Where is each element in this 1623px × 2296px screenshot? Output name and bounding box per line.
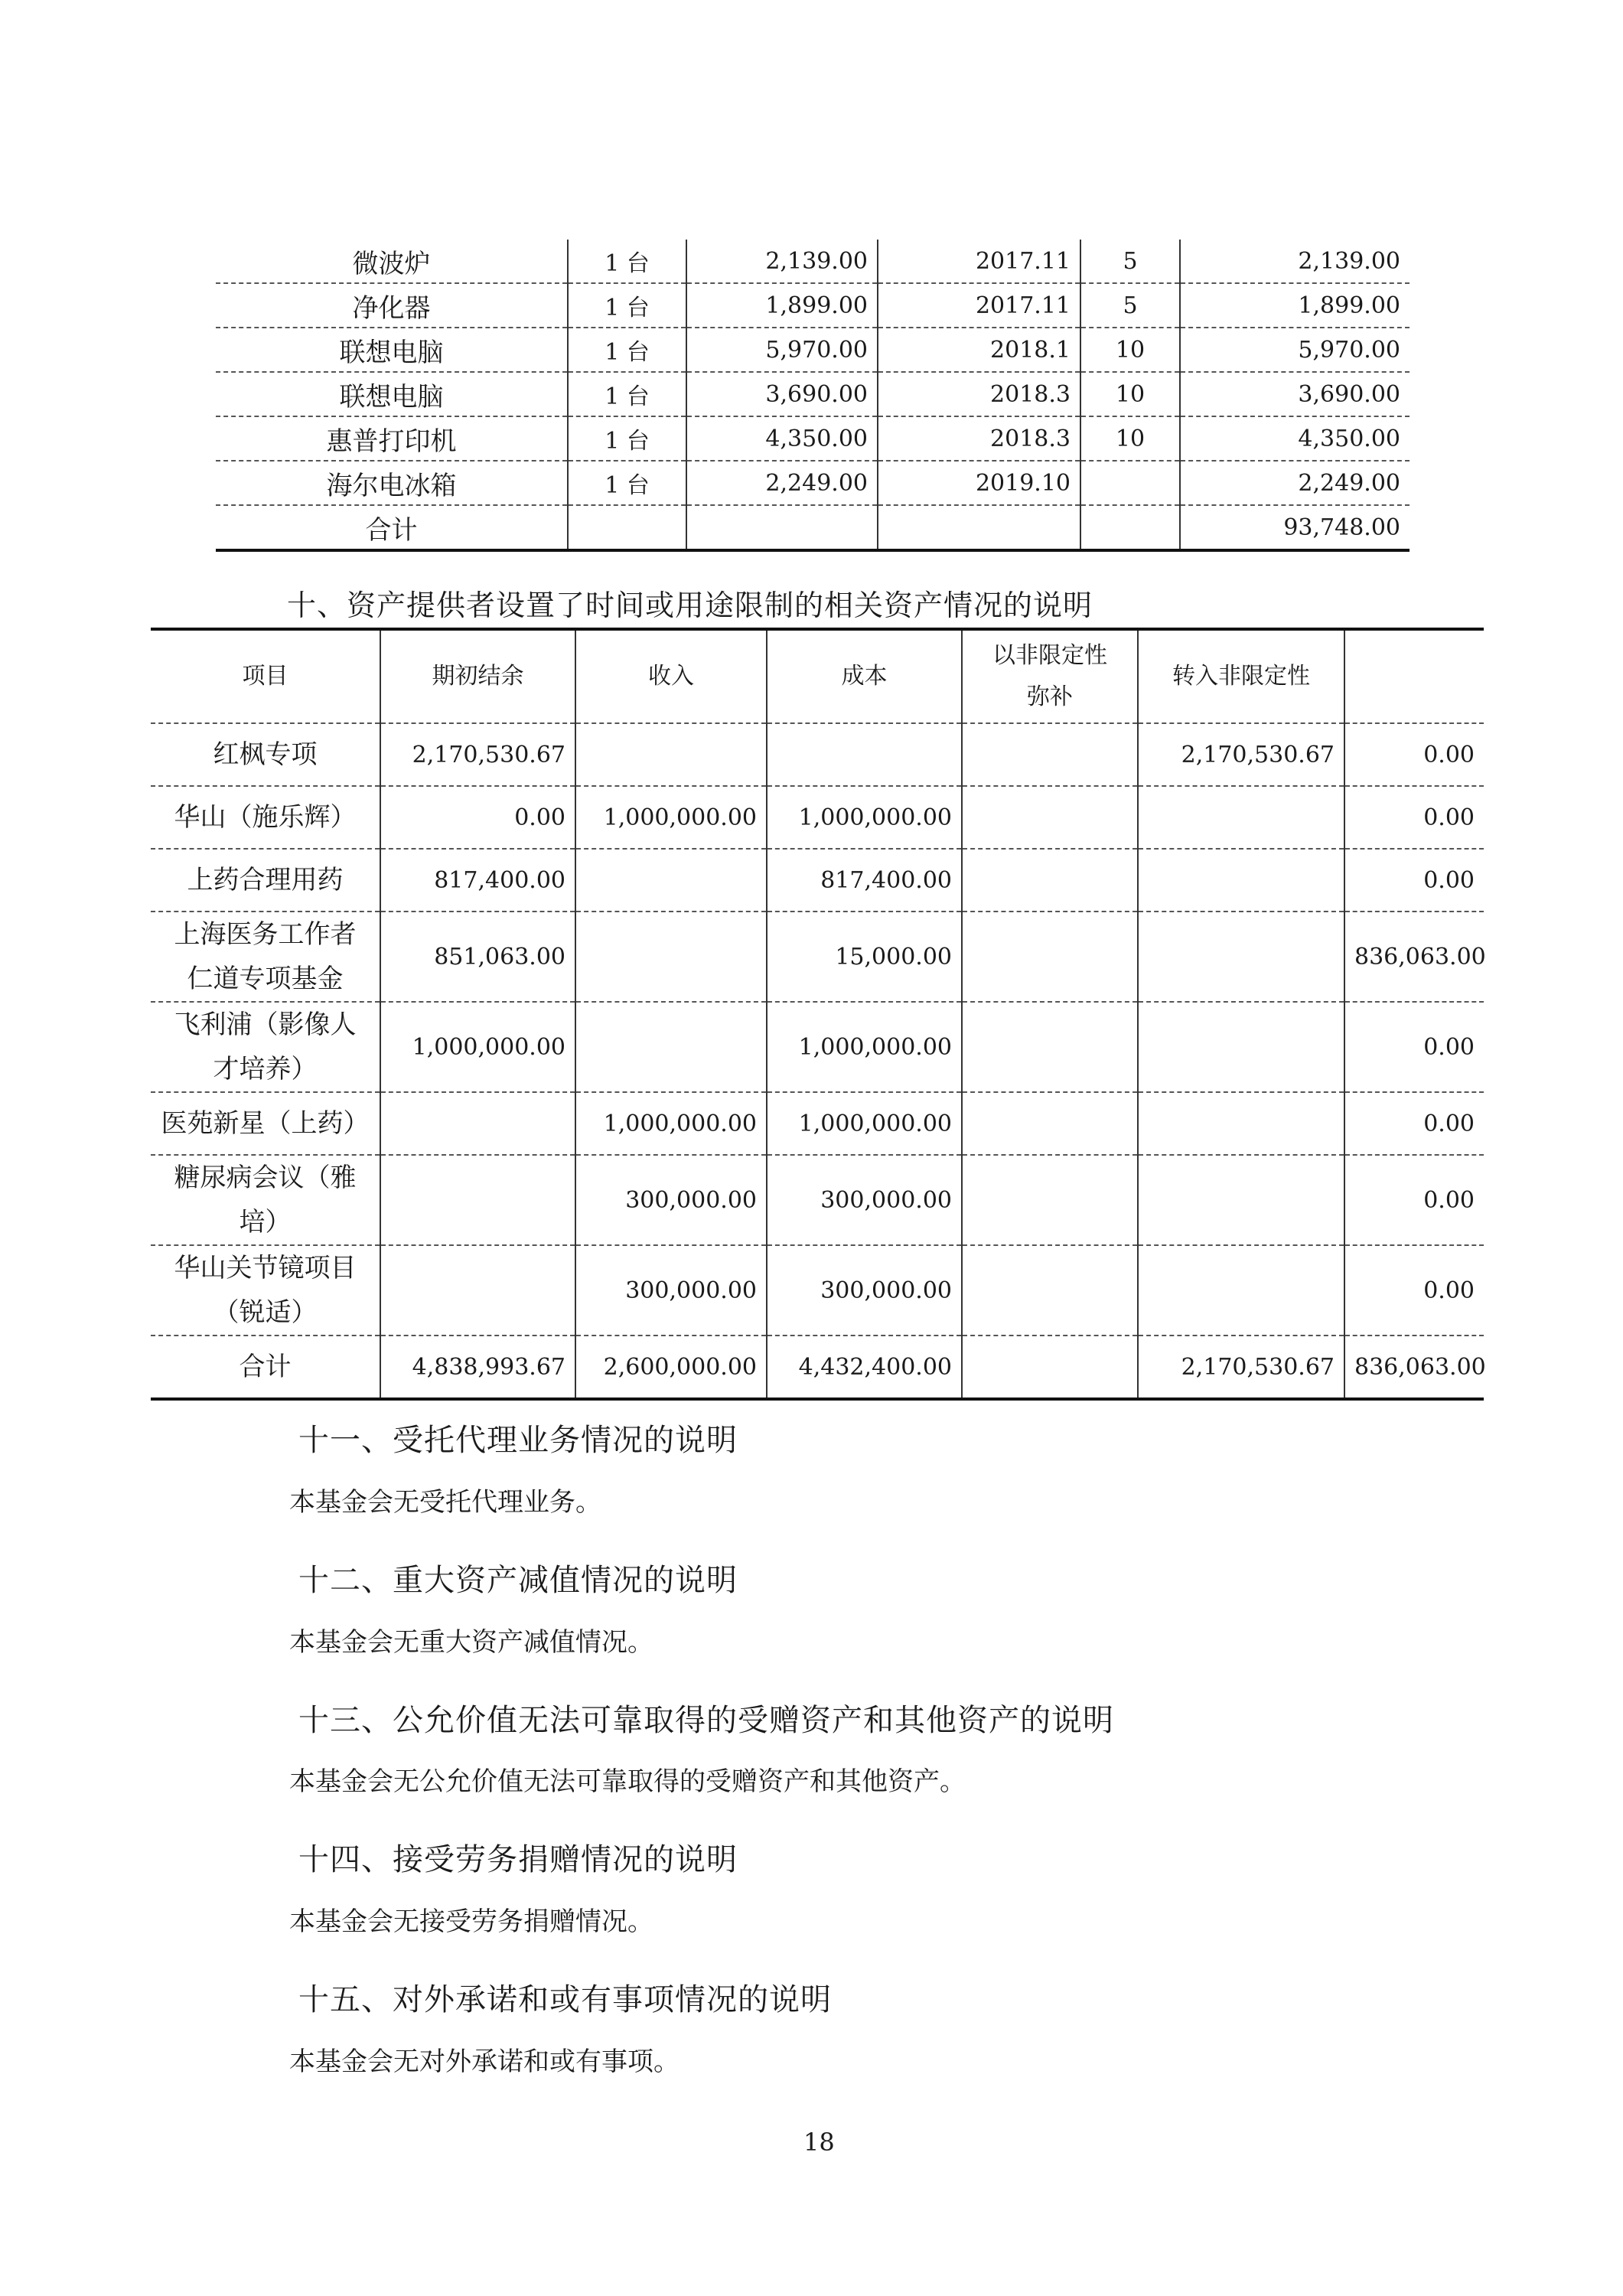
asset-name: 净化器 (216, 283, 568, 328)
cost-cell: 15,000.00 (767, 912, 962, 1002)
asset-date: 2017.11 (878, 283, 1080, 328)
restricted-asset-table (151, 628, 1484, 1401)
income-cell: 1,000,000.00 (575, 1092, 767, 1155)
offset-cell (962, 912, 1138, 1002)
section-12-body: 本基金会无重大资产减值情况。 (289, 1627, 653, 1658)
asset-name: 合计 (216, 505, 568, 550)
closing-cell: 0.00 (1344, 723, 1484, 786)
header-cost: 成本 (767, 629, 962, 723)
table-row (216, 328, 1410, 372)
section-15-body: 本基金会无对外承诺和或有事项。 (289, 2047, 680, 2077)
opening-cell (380, 1155, 575, 1245)
closing-cell: 0.00 (1344, 1245, 1484, 1336)
item-name: 飞利浦（影像人 才培养） (151, 1002, 380, 1092)
asset-qty: 1 台 (568, 416, 686, 461)
income-cell: 300,000.00 (575, 1155, 767, 1245)
header-closing (1344, 629, 1484, 723)
item-name: 合计 (151, 1336, 380, 1399)
asset-years (1080, 461, 1180, 505)
table-row (216, 461, 1410, 505)
asset-amount: 93,748.00 (1180, 505, 1410, 550)
asset-years: 5 (1080, 240, 1180, 283)
cost-cell: 4,432,400.00 (767, 1336, 962, 1399)
asset-years: 5 (1080, 283, 1180, 328)
item-name: 红枫专项 (151, 723, 380, 786)
item-name: 医苑新星（上药） (151, 1092, 380, 1155)
transfer-cell (1138, 1092, 1344, 1155)
cost-cell: 300,000.00 (767, 1245, 962, 1336)
asset-amount: 2,139.00 (1180, 240, 1410, 283)
table-row (216, 283, 1410, 328)
header-transfer: 转入非限定性 (1138, 629, 1344, 723)
asset-years: 10 (1080, 372, 1180, 416)
table-row (151, 912, 1484, 1002)
asset-amount: 4,350.00 (1180, 416, 1410, 461)
income-cell (575, 912, 767, 1002)
table-row (151, 849, 1484, 912)
asset-qty: 1 台 (568, 240, 686, 283)
closing-cell: 0.00 (1344, 786, 1484, 849)
total-row (151, 1336, 1484, 1399)
cost-cell: 1,000,000.00 (767, 1092, 962, 1155)
section-11-body: 本基金会无受托代理业务。 (289, 1487, 601, 1518)
fixed-asset-table (216, 240, 1410, 552)
asset-years: 10 (1080, 328, 1180, 372)
offset-cell (962, 1002, 1138, 1092)
cost-cell: 1,000,000.00 (767, 1002, 962, 1092)
table-header-row (151, 629, 1484, 723)
closing-cell: 0.00 (1344, 1002, 1484, 1092)
table-row (151, 1155, 1484, 1245)
closing-cell: 0.00 (1344, 849, 1484, 912)
asset-price: 3,690.00 (686, 372, 878, 416)
asset-date: 2018.1 (878, 328, 1080, 372)
asset-amount: 3,690.00 (1180, 372, 1410, 416)
section-14-heading: 十四、接受劳务捐赠情况的说明 (298, 1842, 738, 1877)
table-row (216, 372, 1410, 416)
offset-cell (962, 786, 1138, 849)
asset-date: 2018.3 (878, 372, 1080, 416)
asset-price (686, 505, 878, 550)
asset-qty: 1 台 (568, 328, 686, 372)
transfer-cell: 2,170,530.67 (1138, 1336, 1344, 1399)
income-cell (575, 723, 767, 786)
table-row (216, 240, 1410, 283)
asset-price: 5,970.00 (686, 328, 878, 372)
income-cell (575, 849, 767, 912)
section-12-heading: 十二、重大资产减值情况的说明 (298, 1563, 738, 1598)
cost-cell: 817,400.00 (767, 849, 962, 912)
asset-name: 微波炉 (216, 240, 568, 283)
asset-date (878, 505, 1080, 550)
asset-qty (568, 505, 686, 550)
table-row (151, 1092, 1484, 1155)
total-row (216, 505, 1410, 550)
offset-cell (962, 1155, 1138, 1245)
opening-cell: 1,000,000.00 (380, 1002, 575, 1092)
opening-cell: 2,170,530.67 (380, 723, 575, 786)
asset-qty: 1 台 (568, 461, 686, 505)
item-name: 糖尿病会议（雅 培） (151, 1155, 380, 1245)
asset-qty: 1 台 (568, 372, 686, 416)
asset-amount: 1,899.00 (1180, 283, 1410, 328)
opening-cell: 4,838,993.67 (380, 1336, 575, 1399)
income-cell: 2,600,000.00 (575, 1336, 767, 1399)
offset-cell (962, 1336, 1138, 1399)
closing-cell: 0.00 (1344, 1092, 1484, 1155)
opening-cell: 851,063.00 (380, 912, 575, 1002)
section-11-heading: 十一、受托代理业务情况的说明 (298, 1423, 738, 1458)
asset-amount: 2,249.00 (1180, 461, 1410, 505)
offset-cell (962, 1092, 1138, 1155)
section-10-heading: 十、资产提供者设置了时间或用途限制的相关资产情况的说明 (287, 589, 1093, 622)
table-row (216, 416, 1410, 461)
item-name: 上海医务工作者 仁道专项基金 (151, 912, 380, 1002)
asset-amount: 5,970.00 (1180, 328, 1410, 372)
table-row (151, 1002, 1484, 1092)
offset-cell (962, 1245, 1138, 1336)
cost-cell (767, 723, 962, 786)
opening-cell (380, 1245, 575, 1336)
asset-price: 2,139.00 (686, 240, 878, 283)
item-name: 华山（施乐辉） (151, 786, 380, 849)
table-row (151, 723, 1484, 786)
header-opening: 期初结余 (380, 629, 575, 723)
asset-name: 联想电脑 (216, 328, 568, 372)
income-cell: 300,000.00 (575, 1245, 767, 1336)
asset-date: 2019.10 (878, 461, 1080, 505)
table-row (151, 1245, 1484, 1336)
asset-date: 2018.3 (878, 416, 1080, 461)
section-15-heading: 十五、对外承诺和或有事项情况的说明 (298, 1982, 832, 2017)
transfer-cell (1138, 1002, 1344, 1092)
asset-price: 4,350.00 (686, 416, 878, 461)
asset-years: 10 (1080, 416, 1180, 461)
opening-cell (380, 1092, 575, 1155)
header-income: 收入 (575, 629, 767, 723)
asset-name: 惠普打印机 (216, 416, 568, 461)
transfer-cell: 2,170,530.67 (1138, 723, 1344, 786)
cost-cell: 1,000,000.00 (767, 786, 962, 849)
asset-name: 联想电脑 (216, 372, 568, 416)
opening-cell: 0.00 (380, 786, 575, 849)
asset-years (1080, 505, 1180, 550)
section-13-body: 本基金会无公允价值无法可靠取得的受赠资产和其他资产。 (289, 1766, 966, 1797)
item-name: 华山关节镜项目 （锐适） (151, 1245, 380, 1336)
offset-cell (962, 849, 1138, 912)
closing-cell: 836,063.00 (1344, 912, 1484, 1002)
cost-cell: 300,000.00 (767, 1155, 962, 1245)
opening-cell: 817,400.00 (380, 849, 575, 912)
asset-date: 2017.11 (878, 240, 1080, 283)
asset-price: 2,249.00 (686, 461, 878, 505)
transfer-cell (1138, 1155, 1344, 1245)
asset-name: 海尔电冰箱 (216, 461, 568, 505)
income-cell (575, 1002, 767, 1092)
transfer-cell (1138, 849, 1344, 912)
asset-price: 1,899.00 (686, 283, 878, 328)
header-item: 项目 (151, 629, 380, 723)
closing-cell: 836,063.00 (1344, 1336, 1484, 1399)
item-name: 上药合理用药 (151, 849, 380, 912)
closing-cell: 0.00 (1344, 1155, 1484, 1245)
asset-qty: 1 台 (568, 283, 686, 328)
income-cell: 1,000,000.00 (575, 786, 767, 849)
page-number: 18 (803, 2128, 835, 2157)
section-13-heading: 十三、公允价值无法可靠取得的受赠资产和其他资产的说明 (298, 1703, 1114, 1738)
transfer-cell (1138, 786, 1344, 849)
transfer-cell (1138, 912, 1344, 1002)
table-row (151, 786, 1484, 849)
header-offset: 以非限定性 弥补 (962, 629, 1138, 723)
offset-cell (962, 723, 1138, 786)
transfer-cell (1138, 1245, 1344, 1336)
section-14-body: 本基金会无接受劳务捐赠情况。 (289, 1906, 653, 1937)
